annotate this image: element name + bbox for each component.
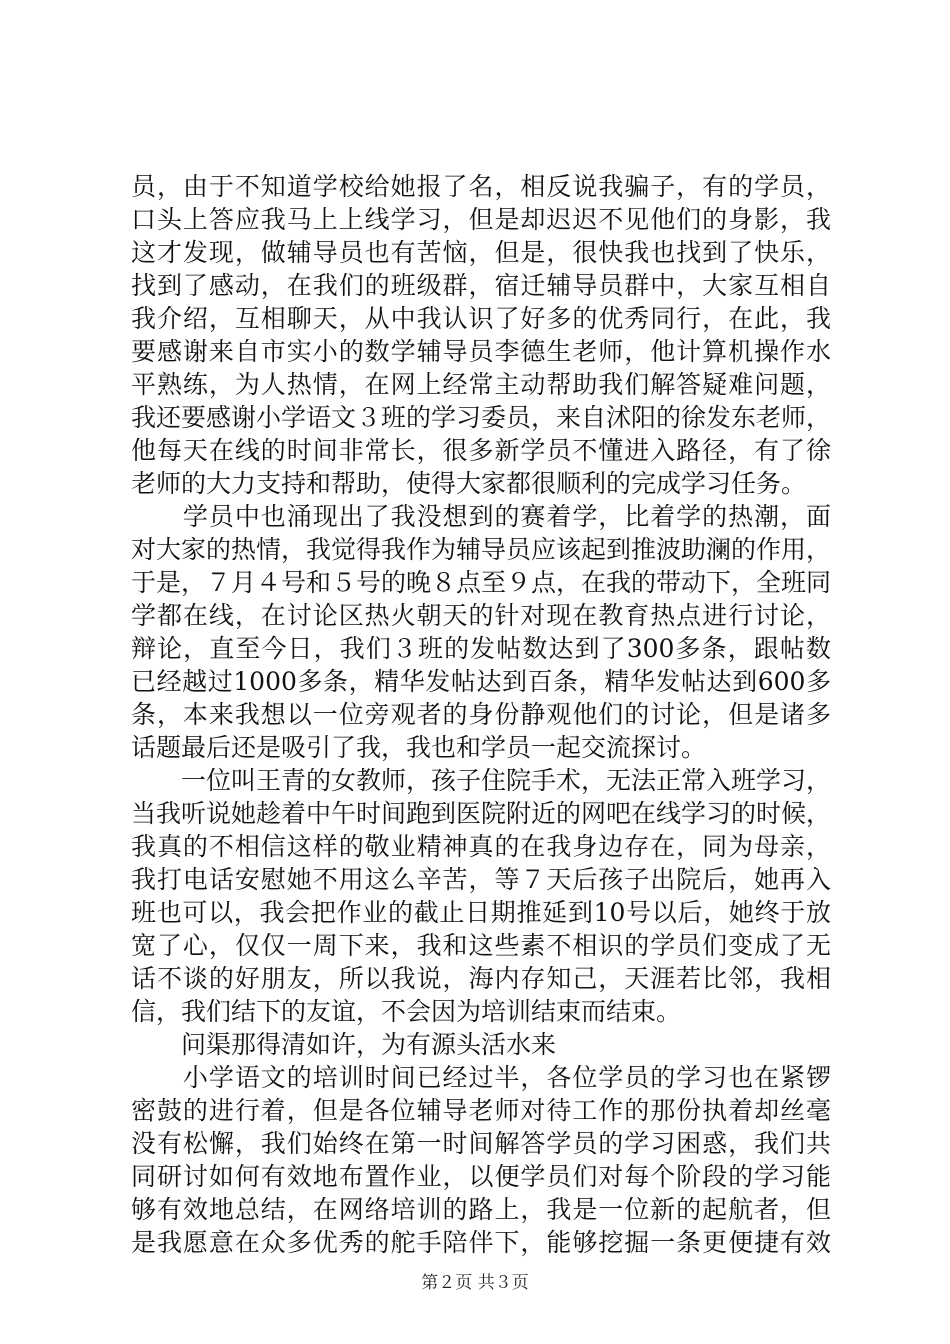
text-line: 小学语文的培训时间已经过半，各位学员的学习也在紧锣	[131, 1063, 831, 1092]
text-line: 够有效地总结，在网络培训的路上，我是一位新的起航者，但	[131, 1195, 831, 1224]
text-line: 当我听说她趁着中午时间跑到医院附近的网吧在线学习的时候，	[131, 799, 832, 828]
text-line: 信，我们结下的友谊，不会因为培训结束而结束。	[131, 997, 682, 1026]
text-line: 于是，７月４号和５号的晚８点至９点，在我的带动下，全班同	[131, 568, 832, 597]
text-line: 密鼓的进行着，但是各位辅导老师对待工作的那份执着却丝毫	[131, 1096, 831, 1125]
text-line: 我真的不相信这样的敬业精神真的在我身边存在，同为母亲，	[131, 832, 831, 861]
text-line: 对大家的热情，我觉得我作为辅导员应该起到推波助澜的作用，	[131, 535, 832, 564]
text-line: 是我愿意在众多优秀的舵手陪伴下，能够挖掘一条更便捷有效	[131, 1228, 831, 1257]
text-line: 我打电话安慰她不用这么辛苦，等７天后孩子出院后，她再入	[131, 865, 831, 894]
text-line: 老师的大力支持和帮助，使得大家都很顺利的完成学习任务。	[131, 469, 807, 498]
text-line: 他每天在线的时间非常长，很多新学员不懂进入路径，有了徐	[131, 436, 831, 465]
text-line: 学员中也涌现出了我没想到的赛着学，比着学的热潮，面	[131, 502, 831, 531]
text-line: 没有松懈，我们始终在第一时间解答学员的学习困惑，我们共	[131, 1129, 831, 1158]
text-line: 已经越过1000多条，精华发帖达到百条，精华发帖达到600多	[131, 667, 831, 696]
text-line: 条，本来我想以一位旁观者的身份静观他们的讨论，但是诸多	[131, 700, 831, 729]
text-line: 这才发现，做辅导员也有苦恼，但是，很快我也找到了快乐，	[131, 238, 831, 267]
page-number: 第２页 共３页	[421, 1273, 529, 1293]
text-line: 话不谈的好朋友，所以我说，海内存知己，天涯若比邻，我相	[131, 964, 831, 993]
text-line: 找到了感动，在我们的班级群，宿迁辅导员群中，大家互相自	[131, 271, 831, 300]
section-heading: 问渠那得清如许，为有源头活水来	[131, 1030, 557, 1059]
text-line: 员，由于不知道学校给她报了名，相反说我骗子，有的学员，	[131, 172, 831, 201]
text-line: 平熟练，为人热情，在网上经常主动帮助我们解答疑难问题，	[131, 370, 831, 399]
text-line: 辩论，直至今日，我们３班的发帖数达到了300多条，跟帖数	[131, 634, 831, 663]
text-line: 一位叫王青的女教师，孩子住院手术，无法正常入班学习，	[131, 766, 832, 795]
text-line: 班也可以，我会把作业的截止日期推延到10号以后，她终于放	[131, 898, 831, 927]
text-line: 口头上答应我马上上线学习，但是却迟迟不见他们的身影，我	[131, 205, 831, 234]
text-line: 我介绍，互相聊天，从中我认识了好多的优秀同行，在此，我	[131, 304, 831, 333]
text-line: 宽了心，仅仅一周下来，我和这些素不相识的学员们变成了无	[131, 931, 831, 960]
text-line: 学都在线，在讨论区热火朝天的针对现在教育热点进行讨论，	[131, 601, 831, 630]
text-line: 同研讨如何有效地布置作业，以便学员们对每个阶段的学习能	[131, 1162, 831, 1191]
document-body	[131, 170, 831, 1259]
text-line: 要感谢来自市实小的数学辅导员李德生老师，他计算机操作水	[131, 337, 831, 366]
text-line: 我还要感谢小学语文３班的学习委员，来自沭阳的徐发东老师，	[131, 403, 832, 432]
text-line: 话题最后还是吸引了我，我也和学员一起交流探讨。	[131, 733, 707, 762]
